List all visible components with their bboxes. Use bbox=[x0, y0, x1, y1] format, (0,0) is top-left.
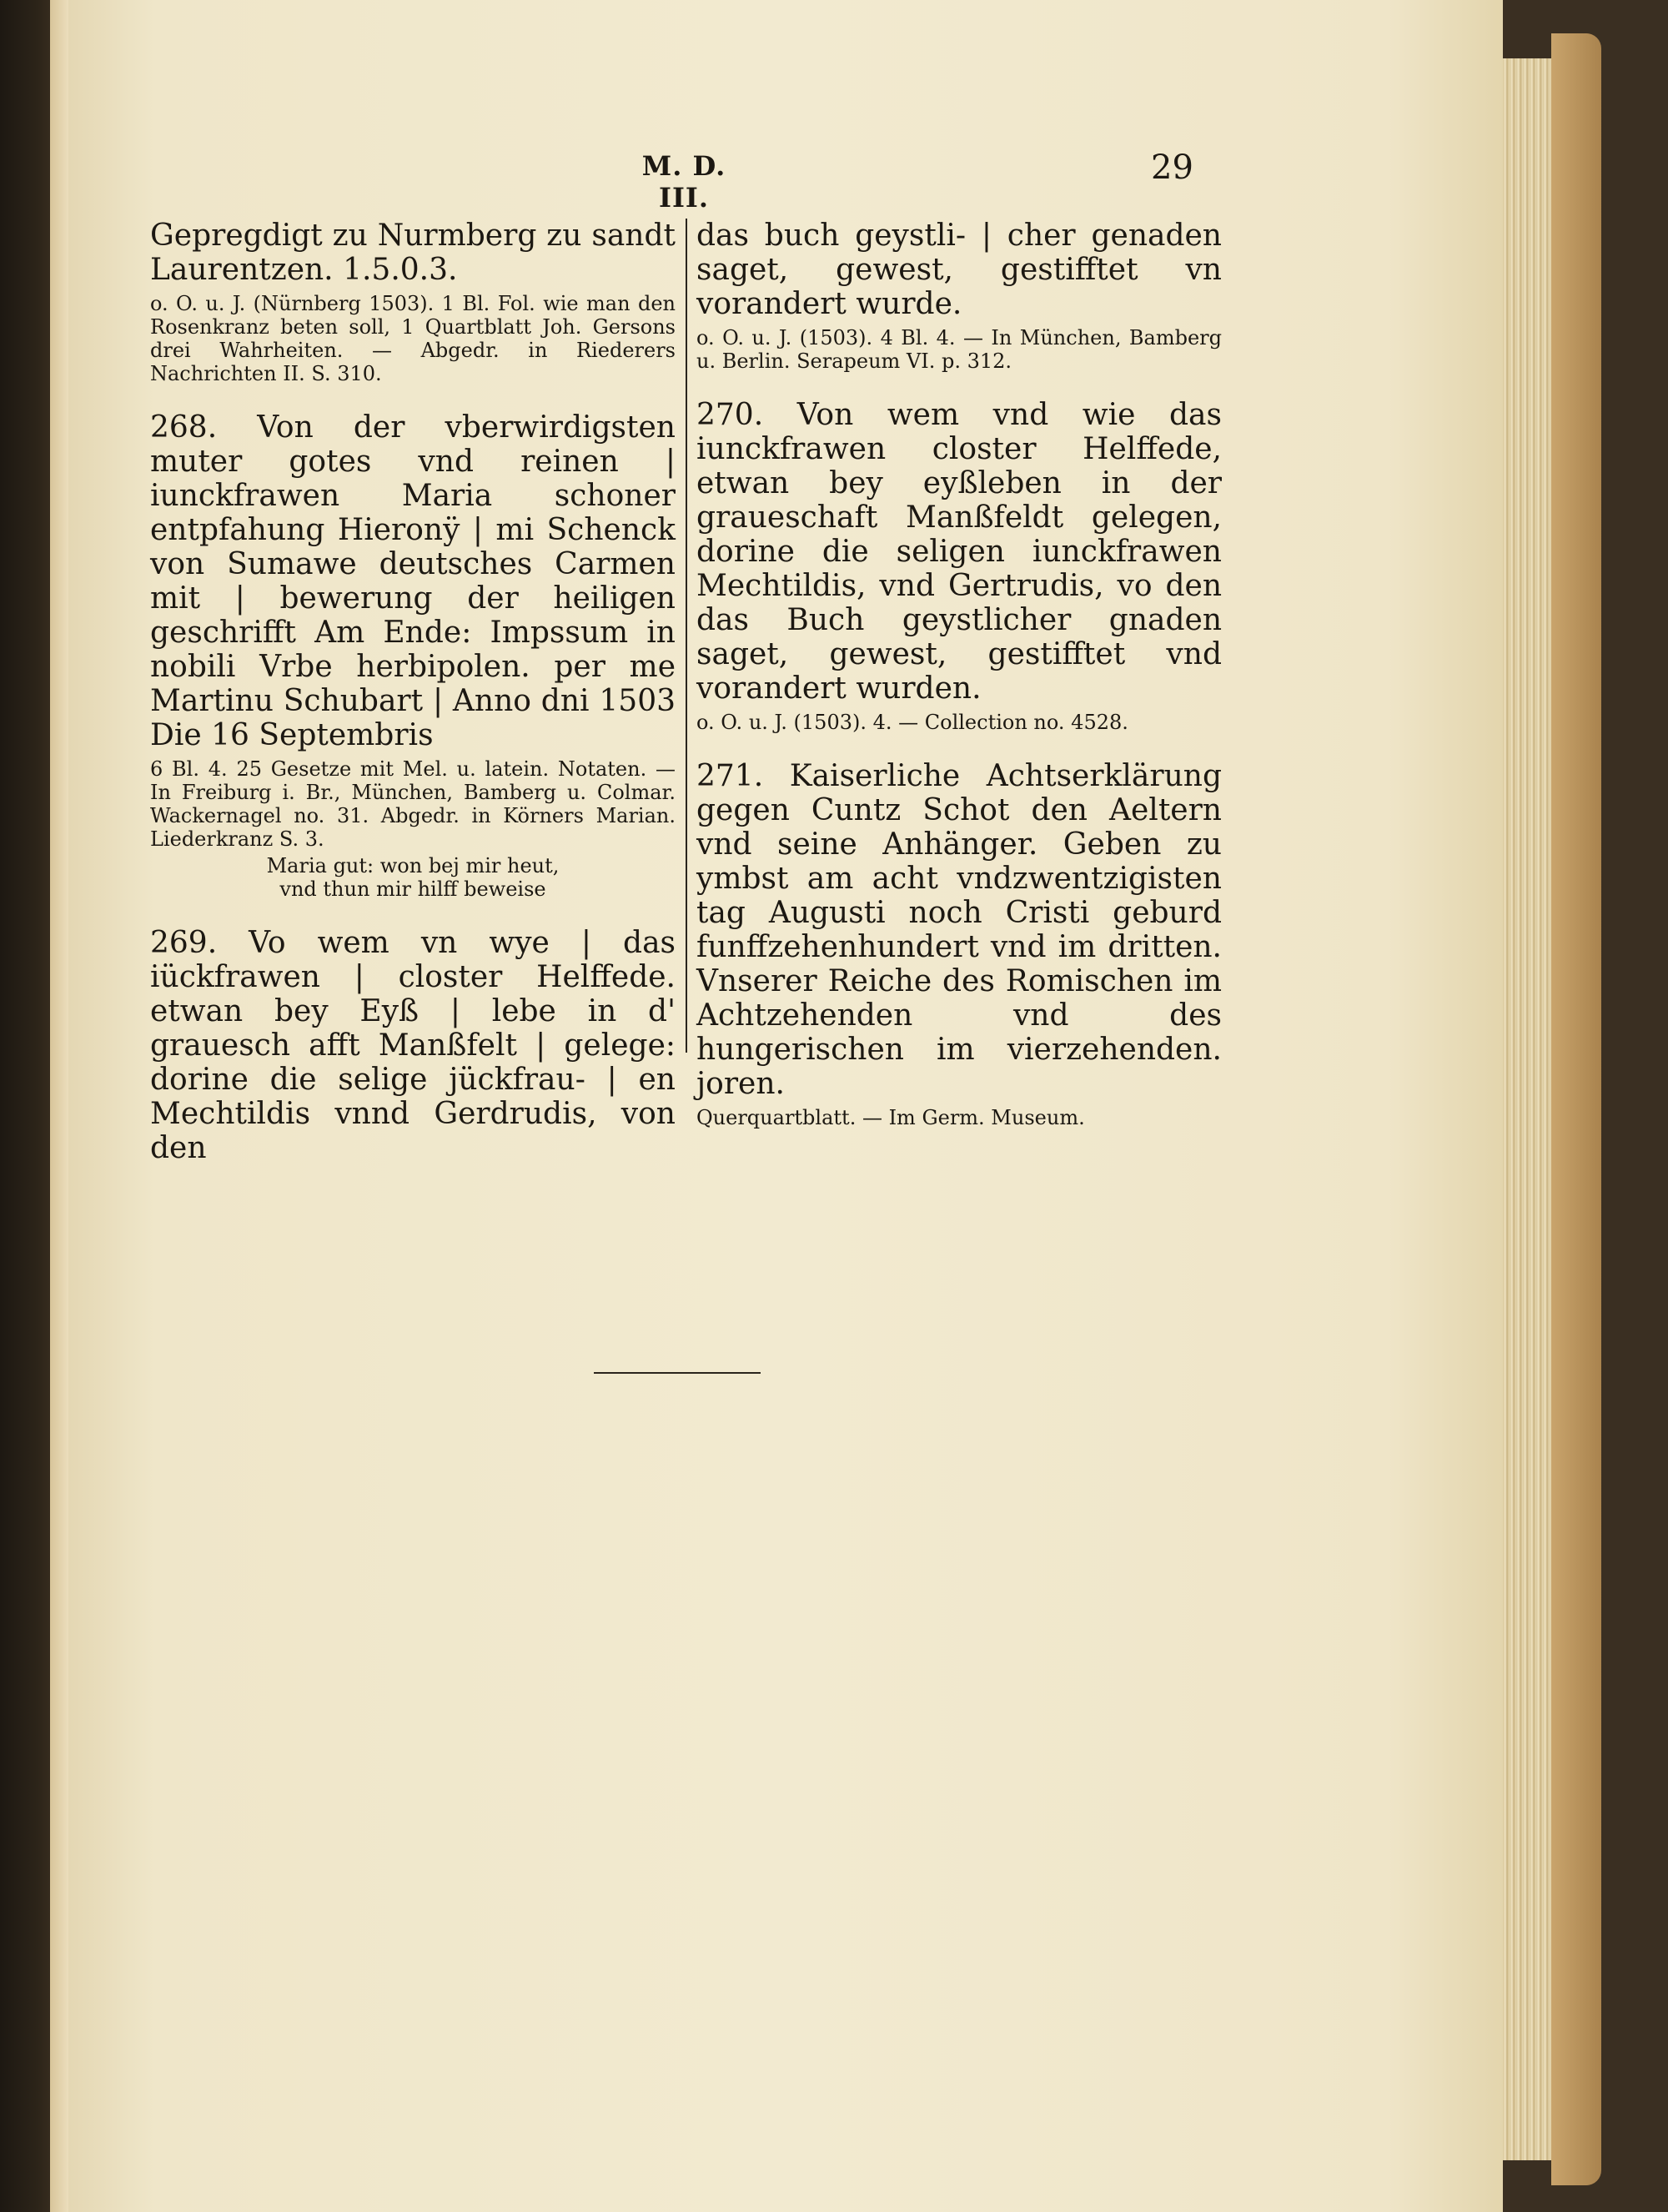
entry-270-text: 270. Von wem vnd wie das iunckfrawen closter Helffede, etwan bey eyßleben in der graueschaft Manßfeldt gelegen, dorine die seligen iunckfrawen Mechtildis, vnd Gertrudis, vo den das Buch geystlicher gnaden saget, gewest, gestifftet vnd vorandert wurden. bbox=[696, 398, 1222, 706]
entry-270-note: o. O. u. J. (1503). 4. — Collection no. 4528. bbox=[696, 711, 1128, 734]
entry-268-text: 268. Von der vberwirdigsten muter gotes vnd reinen | iunckfrawen Maria schoner entpfahung Hieronÿ | mi Schenck von Sumawe deutsches Carmen mit | bewerung der heiligen geschrifft Am Ende: Impssum in nobili Vrbe herbipolen. per me Martinu Schubart | Anno dni 1503 Die 16 Septembris bbox=[150, 410, 676, 752]
entry-268-note: 6 Bl. 4. 25 Gesetze mit Mel. u. latein. Notaten. — In Freiburg i. Br., München, Bamberg u. Colmar. Wackernagel no. 31. Abgedr. in Körners Marian. Liederkranz S. 3. bbox=[150, 757, 676, 851]
book-cover-edge bbox=[1551, 33, 1601, 2185]
right-column bbox=[696, 219, 1222, 1129]
entry-268-verse-line: Maria gut: won bej mir heut, bbox=[266, 854, 560, 877]
entry-268 bbox=[150, 410, 676, 901]
entry-269-text: 269. Vo wem vn wye | das iückfrawen | closter Helffede. etwan bey Eyß | lebe in d' grauesch afft Manßfelt | gelege: dorine die selige jückfrau- | en Mechtildis vnnd Gerdrudis, von den bbox=[150, 926, 676, 1165]
entry-270 bbox=[696, 398, 1222, 734]
entry-continuation-note: o. O. u. J. (Nürnberg 1503). 1 Bl. Fol. wie man den Rosenkranz beten soll, 1 Quartblatt Joh. Gersons drei Wahrheiten. — Abgedr. in Riederers Nachrichten II. S. 310. bbox=[150, 292, 676, 385]
footer-rule bbox=[594, 1372, 761, 1374]
entry-269-continuation-text: das buch geystli- | cher genaden saget, gewest, gestifftet vn vorandert wurde. bbox=[696, 219, 1222, 321]
page-number: 29 bbox=[1151, 148, 1193, 187]
running-head: M. D. III. bbox=[641, 150, 726, 214]
entry-271-text: 271. Kaiserliche Achtserklärung gegen Cuntz Schot den Aeltern vnd seine Anhänger. Geben zu ymbst am acht vndzwentzigisten tag Augusti noch Cristi geburd funffzehenhundert vnd im dritten. Vnserer Reiche des Romischen im Achtzehenden vnd des hungerischen im vierzehenden. joren. bbox=[696, 759, 1222, 1101]
entry-269-note: o. O. u. J. (1503). 4 Bl. 4. — In München, Bamberg u. Berlin. Serapeum VI. p. 312. bbox=[696, 326, 1222, 373]
column-divider bbox=[686, 219, 687, 1053]
entry-271-note: Querquartblatt. — Im Germ. Museum. bbox=[696, 1106, 1085, 1129]
entry-268-verse-line: vnd thun mir hilff beweise bbox=[279, 877, 546, 901]
entry-269 bbox=[150, 926, 676, 1165]
entry-continuation-text: Gepregdigt zu Nurmberg zu sandt Laurentzen. 1.5.0.3. bbox=[150, 219, 676, 287]
entry-271 bbox=[696, 759, 1222, 1129]
left-column bbox=[150, 219, 676, 1165]
